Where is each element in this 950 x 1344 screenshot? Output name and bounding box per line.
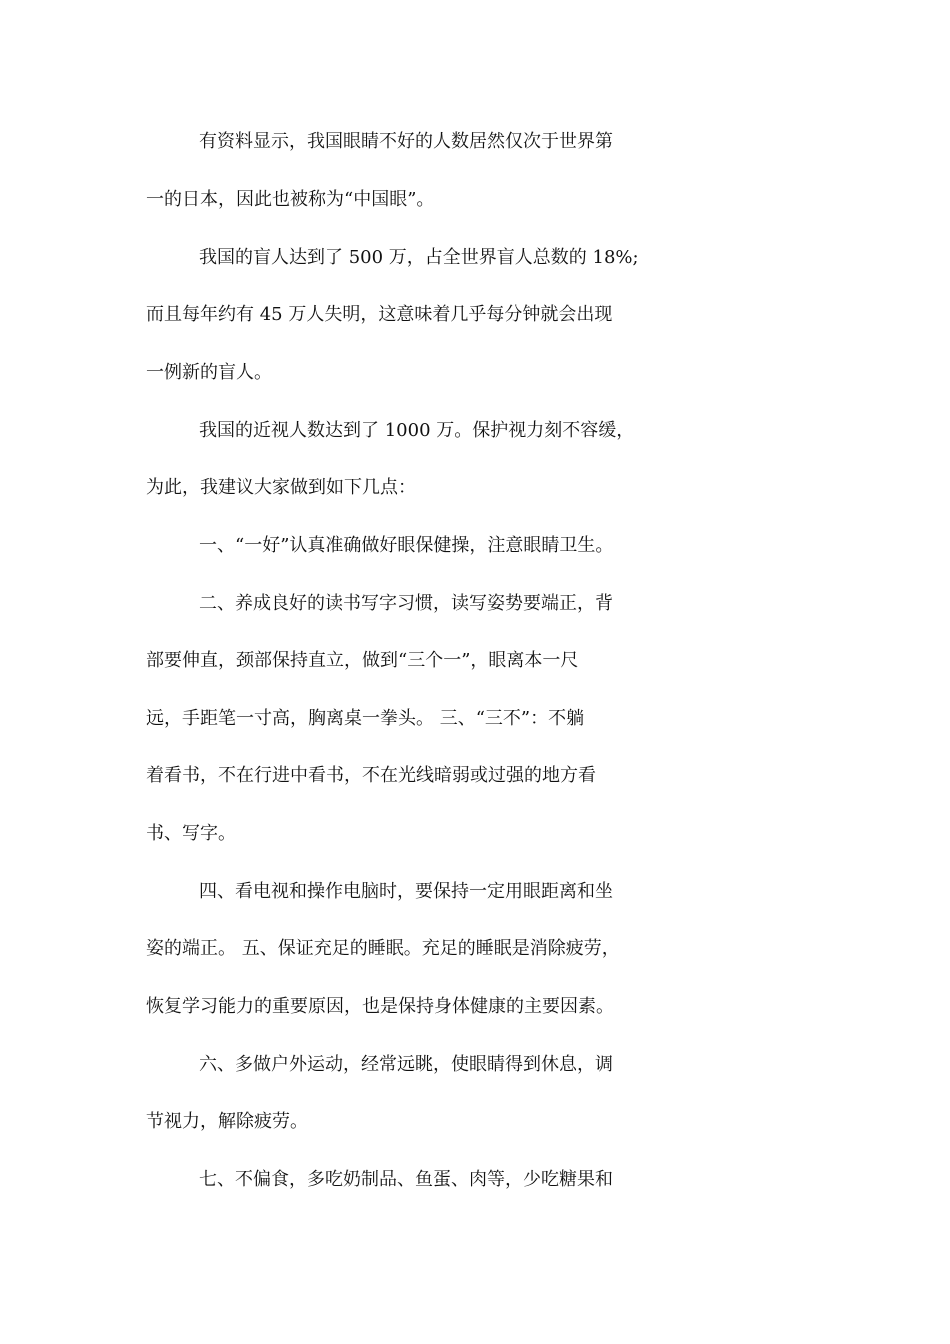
text-line-2: 一的日本，因此也被称为“中国眼”。	[146, 189, 435, 210]
text-line-13: 书、写字。	[146, 823, 236, 844]
text-line-7: 为此，我建议大家做到如下几点：	[146, 477, 416, 498]
text-line-11: 远，手距笔一寸高，胸离桌一拳头。 三、“三不”：不躺	[146, 708, 585, 729]
text-line-3: 我国的盲人达到了 500 万，占全世界盲人总数的 18%;	[199, 247, 639, 268]
text-line-9: 二、养成良好的读书写字习惯，读写姿势要端正，背	[199, 593, 613, 614]
text-line-5: 一例新的盲人。	[146, 362, 272, 383]
text-line-15: 姿的端正。 五、保证充足的睡眠。充足的睡眠是消除疲劳，	[146, 938, 620, 959]
text-line-10: 部要伸直，颈部保持直立，做到“三个一”，眼离本一尺	[146, 650, 579, 671]
text-line-8: 一、“一好”认真准确做好眼保健操，注意眼睛卫生。	[199, 535, 614, 556]
text-line-12: 着看书，不在行进中看书，不在光线暗弱或过强的地方看	[146, 765, 596, 786]
text-line-14: 四、看电视和操作电脑时，要保持一定用眼距离和坐	[199, 881, 613, 902]
text-line-6: 我国的近视人数达到了 1000 万。保护视力刻不容缓，	[199, 420, 635, 441]
text-line-1: 有资料显示，我国眼睛不好的人数居然仅次于世界第	[199, 131, 613, 152]
text-line-4: 而且每年约有 45 万人失明，这意味着几乎每分钟就会出现	[146, 304, 613, 325]
text-line-17: 六、多做户外运动，经常远眺，使眼睛得到休息，调	[199, 1054, 613, 1075]
text-line-19: 七、不偏食，多吃奶制品、鱼蛋、肉等，少吃糖果和	[199, 1169, 613, 1190]
text-line-18: 节视力，解除疲劳。	[146, 1111, 308, 1132]
text-line-16: 恢复学习能力的重要原因，也是保持身体健康的主要因素。	[146, 996, 614, 1017]
